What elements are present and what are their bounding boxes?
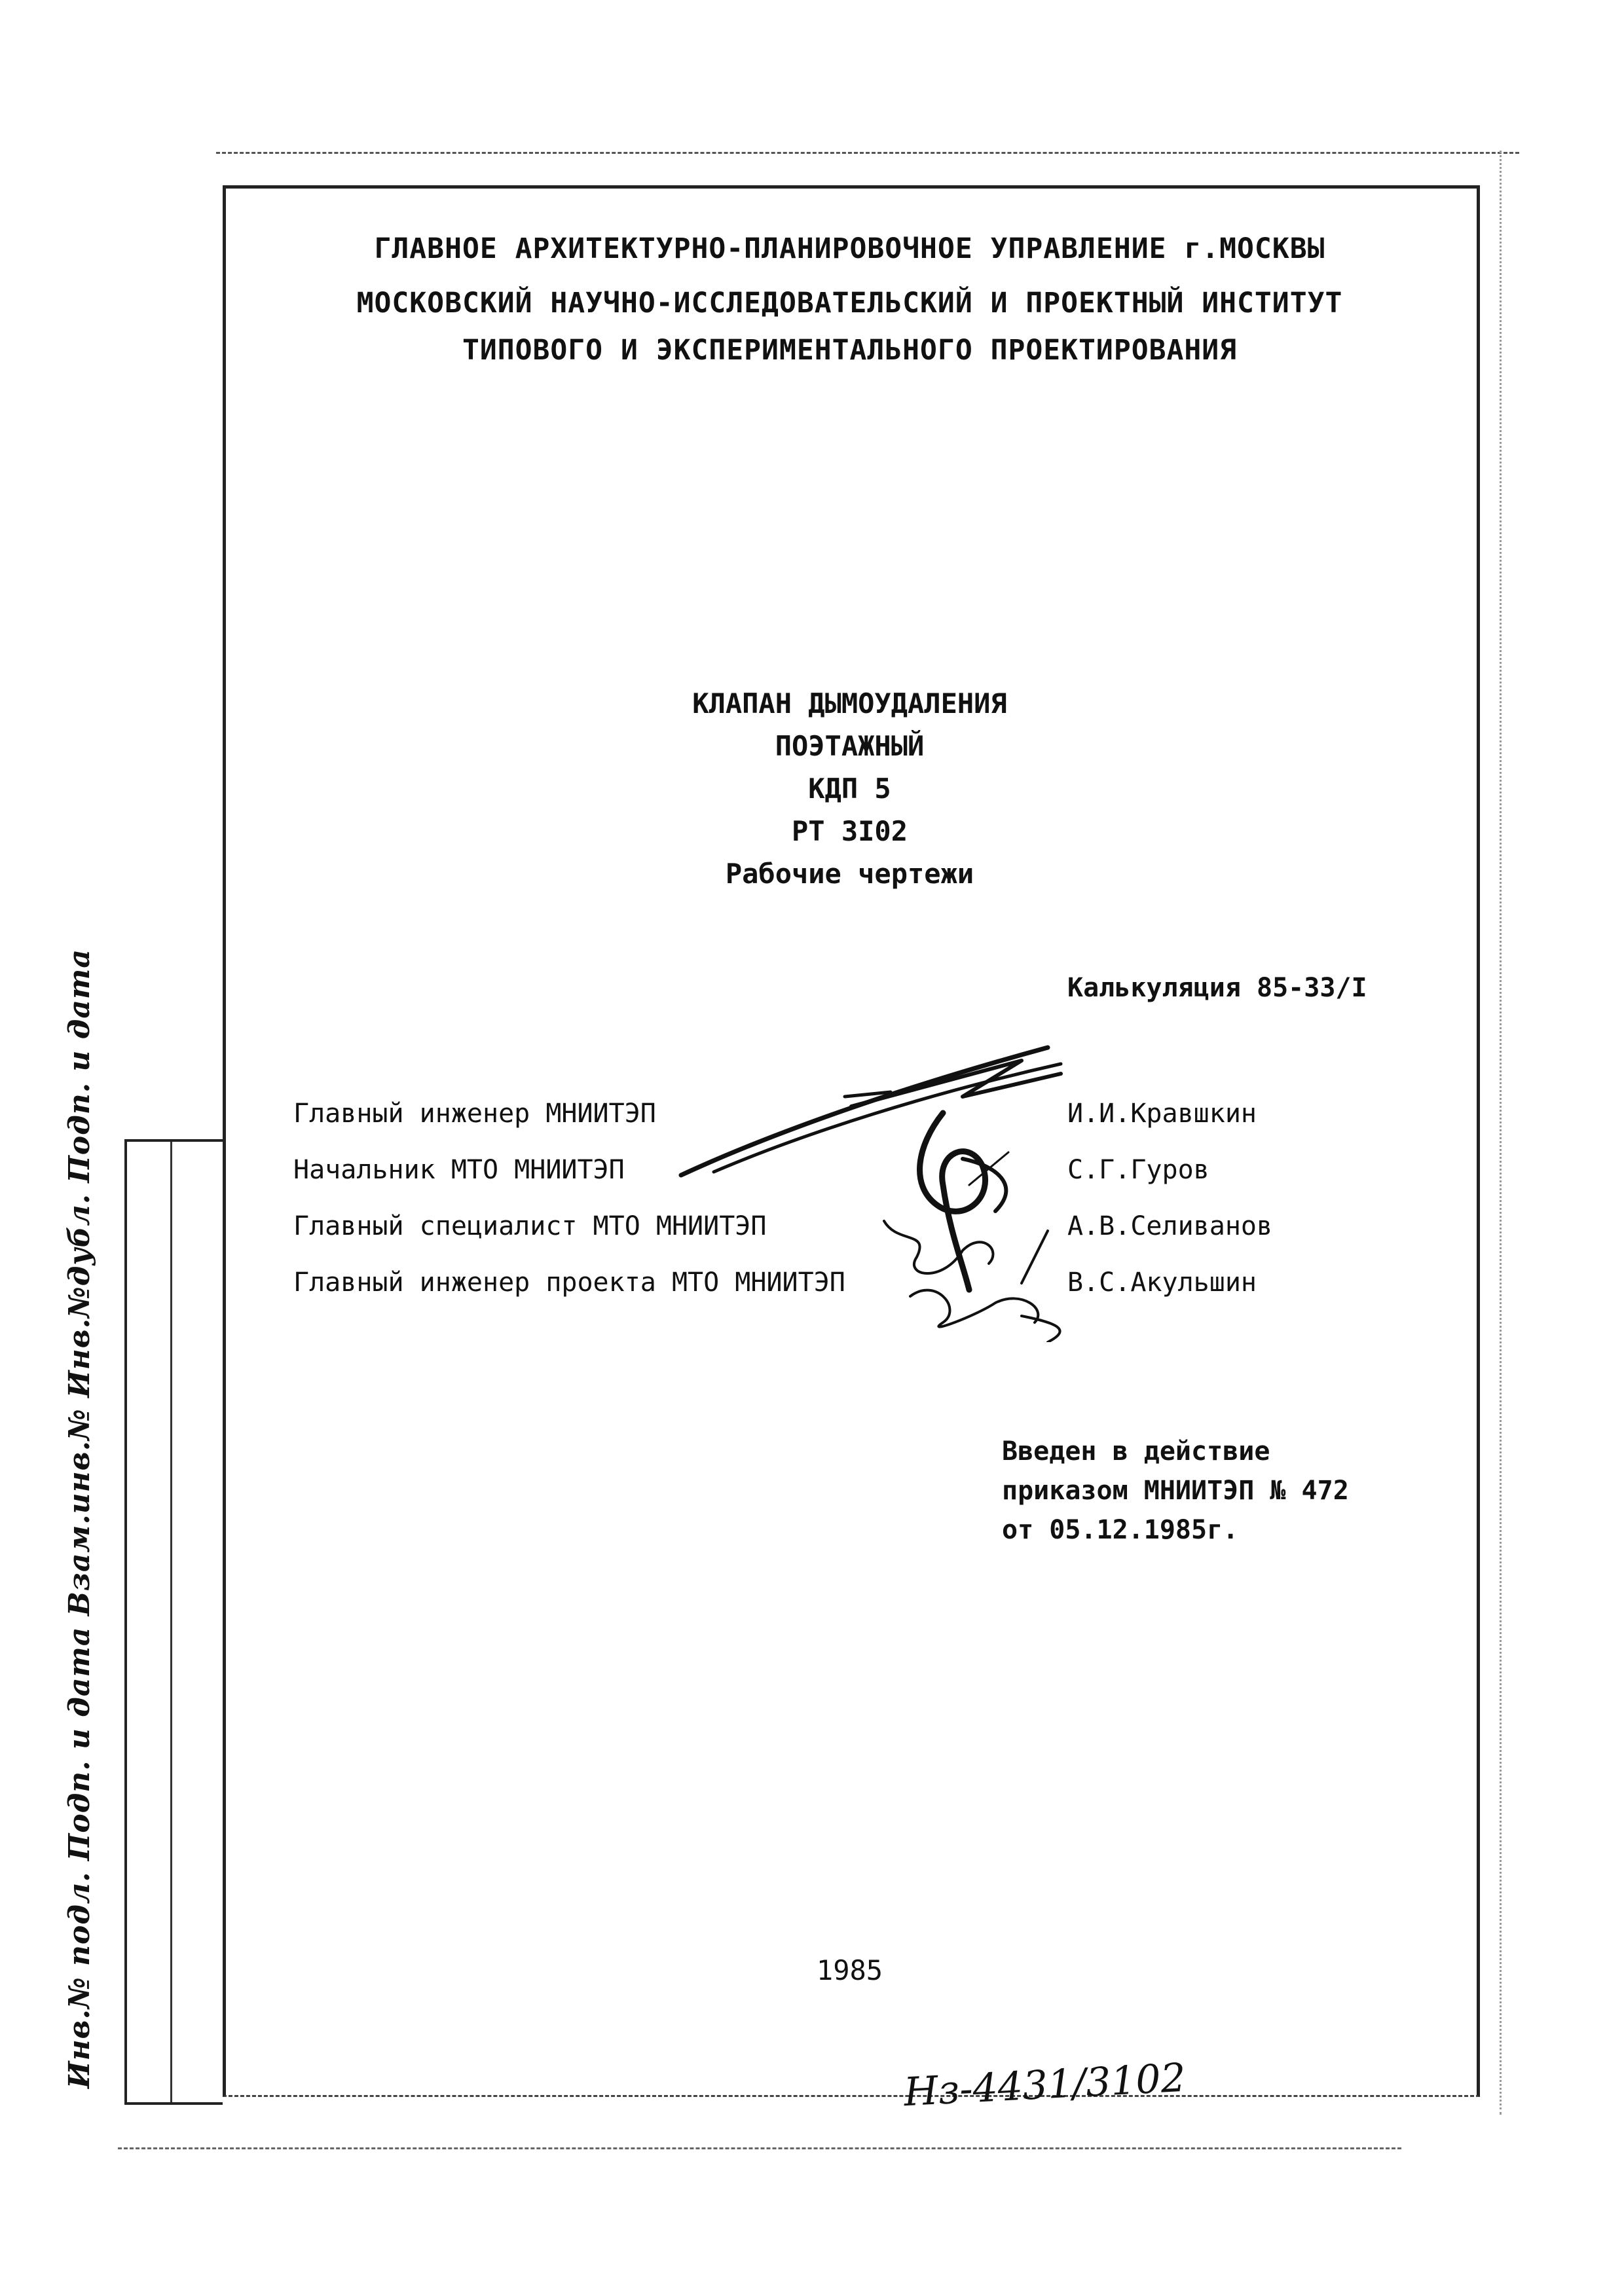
- title-line-3: КДП 5: [808, 773, 891, 805]
- side-stamp-divider: [170, 1142, 172, 2102]
- title-line-5: Рабочие чертежи: [725, 858, 974, 890]
- signatory-name: В.С.Акульшин: [1067, 1267, 1257, 1298]
- side-stamp-text: Инв.№ подл. Подп. и дата Взам.инв.№ Инв.№дубл. Подп. и дата: [63, 949, 96, 2088]
- header-line-3: ТИПОВОГО И ЭКСПЕРИМЕНТАЛЬНОГО ПРОЕКТИРОВАНИЯ: [462, 334, 1238, 367]
- signatory-role: Главный инженер проекта МТО МНИИТЭП: [293, 1267, 845, 1298]
- signatory-name: С.Г.Гуров: [1067, 1155, 1209, 1185]
- signatory-role: Главный специалист МТО МНИИТЭП: [293, 1211, 767, 1241]
- signatory-role: Начальник МТО МНИИТЭП: [293, 1155, 625, 1185]
- side-stamp-strip: [124, 1139, 223, 2105]
- calculation-number: Калькуляция 85-33/I: [1067, 973, 1367, 1003]
- header-line-2: МОСКОВСКИЙ НАУЧНО-ИССЛЕДОВАТЕЛЬСКИЙ И ПРОЕКТНЫЙ ИНСТИТУТ: [356, 287, 1343, 319]
- header-line-1: ГЛАВНОЕ АРХИТЕКТУРНО-ПЛАНИРОВОЧНОЕ УПРАВЛЕНИЕ г.МОСКВЫ: [374, 232, 1325, 265]
- enactment-line-3: от 05.12.1985г.: [1002, 1515, 1239, 1545]
- title-line-1: КЛАПАН ДЫМОУДАЛЕНИЯ: [692, 687, 1007, 720]
- title-line-4: РТ 3I02: [791, 815, 908, 847]
- top-dashed-line: [216, 152, 1519, 154]
- bottom-dashed-line: [118, 2147, 1401, 2149]
- signatory-role: Главный инженер МНИИТЭП: [293, 1099, 656, 1129]
- right-edge-dots: [1500, 151, 1502, 2115]
- document-year: 1985: [816, 1954, 883, 1986]
- title-line-2: ПОЭТАЖНЫЙ: [775, 730, 925, 762]
- signatory-name: И.И.Кравшкин: [1067, 1099, 1257, 1129]
- handwritten-inventory-number: Нз-4431/3102: [902, 2054, 1187, 2116]
- enactment-line-1: Введен в действие: [1002, 1436, 1270, 1467]
- enactment-line-2: приказом МНИИТЭП № 472: [1002, 1476, 1349, 1506]
- signatory-name: А.В.Селиванов: [1067, 1211, 1273, 1241]
- handwritten-signatures: [655, 1034, 1113, 1342]
